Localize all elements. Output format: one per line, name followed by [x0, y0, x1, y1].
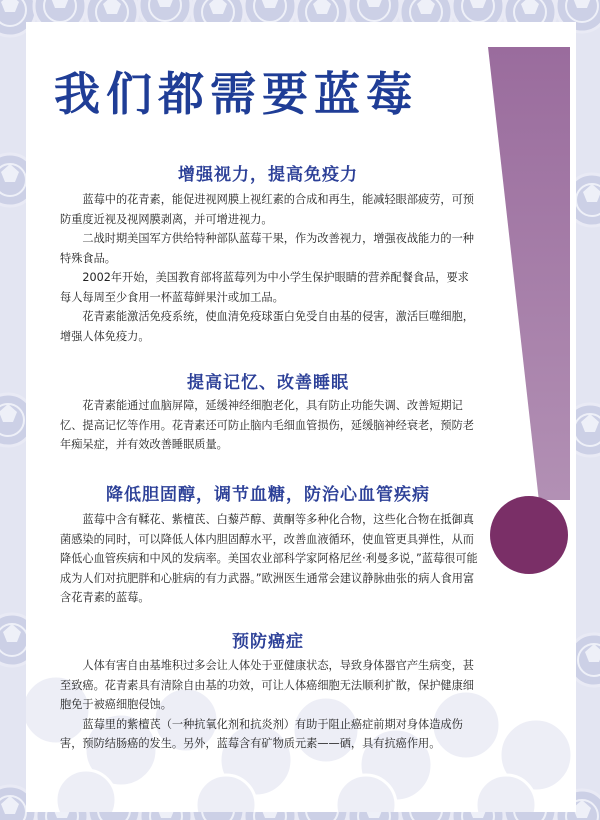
paragraph: 蓝莓里的紫檀芪（一种抗氧化剂和抗炎剂）有助于阻止癌症前期对身体造成伤害，预防结肠癌的发生。另外，蓝莓含有矿物质元素——硒，具有抗癌作用。	[60, 717, 463, 750]
page-title: 我们都需要蓝莓	[54, 67, 418, 121]
section-body	[60, 510, 480, 608]
section-title: 增强视力，提高免疫力	[178, 165, 358, 185]
paragraph: 二战时期美国军方供给特种部队蓝莓干果，作为改善视力，增强夜战能力的一种特殊食品。	[60, 232, 474, 265]
exclamation-dot-icon	[490, 496, 568, 574]
paragraph: 蓝莓中的花青素，能促进视网膜上视红素的合成和再生，能减轻眼部疲劳，可预防重度近视及视网膜剥离，并可增进视力。	[60, 193, 474, 226]
section-body	[60, 190, 480, 346]
paragraph: 花青素能激活免疫系统，使血清免疫球蛋白免受自由基的侵害，激活巨噬细胞，增强人体免疫力。	[60, 310, 474, 343]
section-title: 提高记忆、改善睡眠	[187, 373, 349, 393]
section-title: 降低胆固醇，调节血糖，防治心血管疾病	[106, 485, 430, 505]
section-title: 预防癌症	[232, 632, 304, 652]
section-body	[60, 396, 480, 455]
paragraph: 2002年开始，美国教育部将蓝莓列为中小学生保护眼睛的营养配餐食品，要求每人每周至少食用一杯蓝莓鲜果汁或加工品。	[60, 271, 469, 304]
paragraph: 花青素能通过血脑屏障，延缓神经细胞老化，具有防止功能失调、改善短期记忆、提高记忆等作用。花青素还可防止脑内毛细血管损伤，延缓脑神经衰老，预防老年痴呆症，并有效改善睡眠质量。	[60, 399, 474, 451]
paragraph: 蓝莓中含有鞣花、紫檀芪、白藜芦醇、黄酮等多种化合物，这些化合物在抵御真菌感染的同时，可以降低人体内胆固醇水平，改善血液循环，使血管更具弹性，从而降低心血管疾病和中风的发病率。美国农业部科学家阿格尼丝·利曼多说，”蓝莓很可能成为人们对抗肥胖和心脏病的有力武器。”欧洲医生通常会建议静脉曲张的病人食用富含花青素的蓝莓。	[60, 513, 478, 604]
paragraph: 人体有害自由基堆积过多会让人体处于亚健康状态，导致身体器官产生病变，甚至致癌。花青素具有清除自由基的功效，可让人体癌细胞无法顺利扩散，保护健康细胞免于被癌细胞侵蚀。	[60, 659, 474, 711]
section-body	[60, 656, 480, 754]
